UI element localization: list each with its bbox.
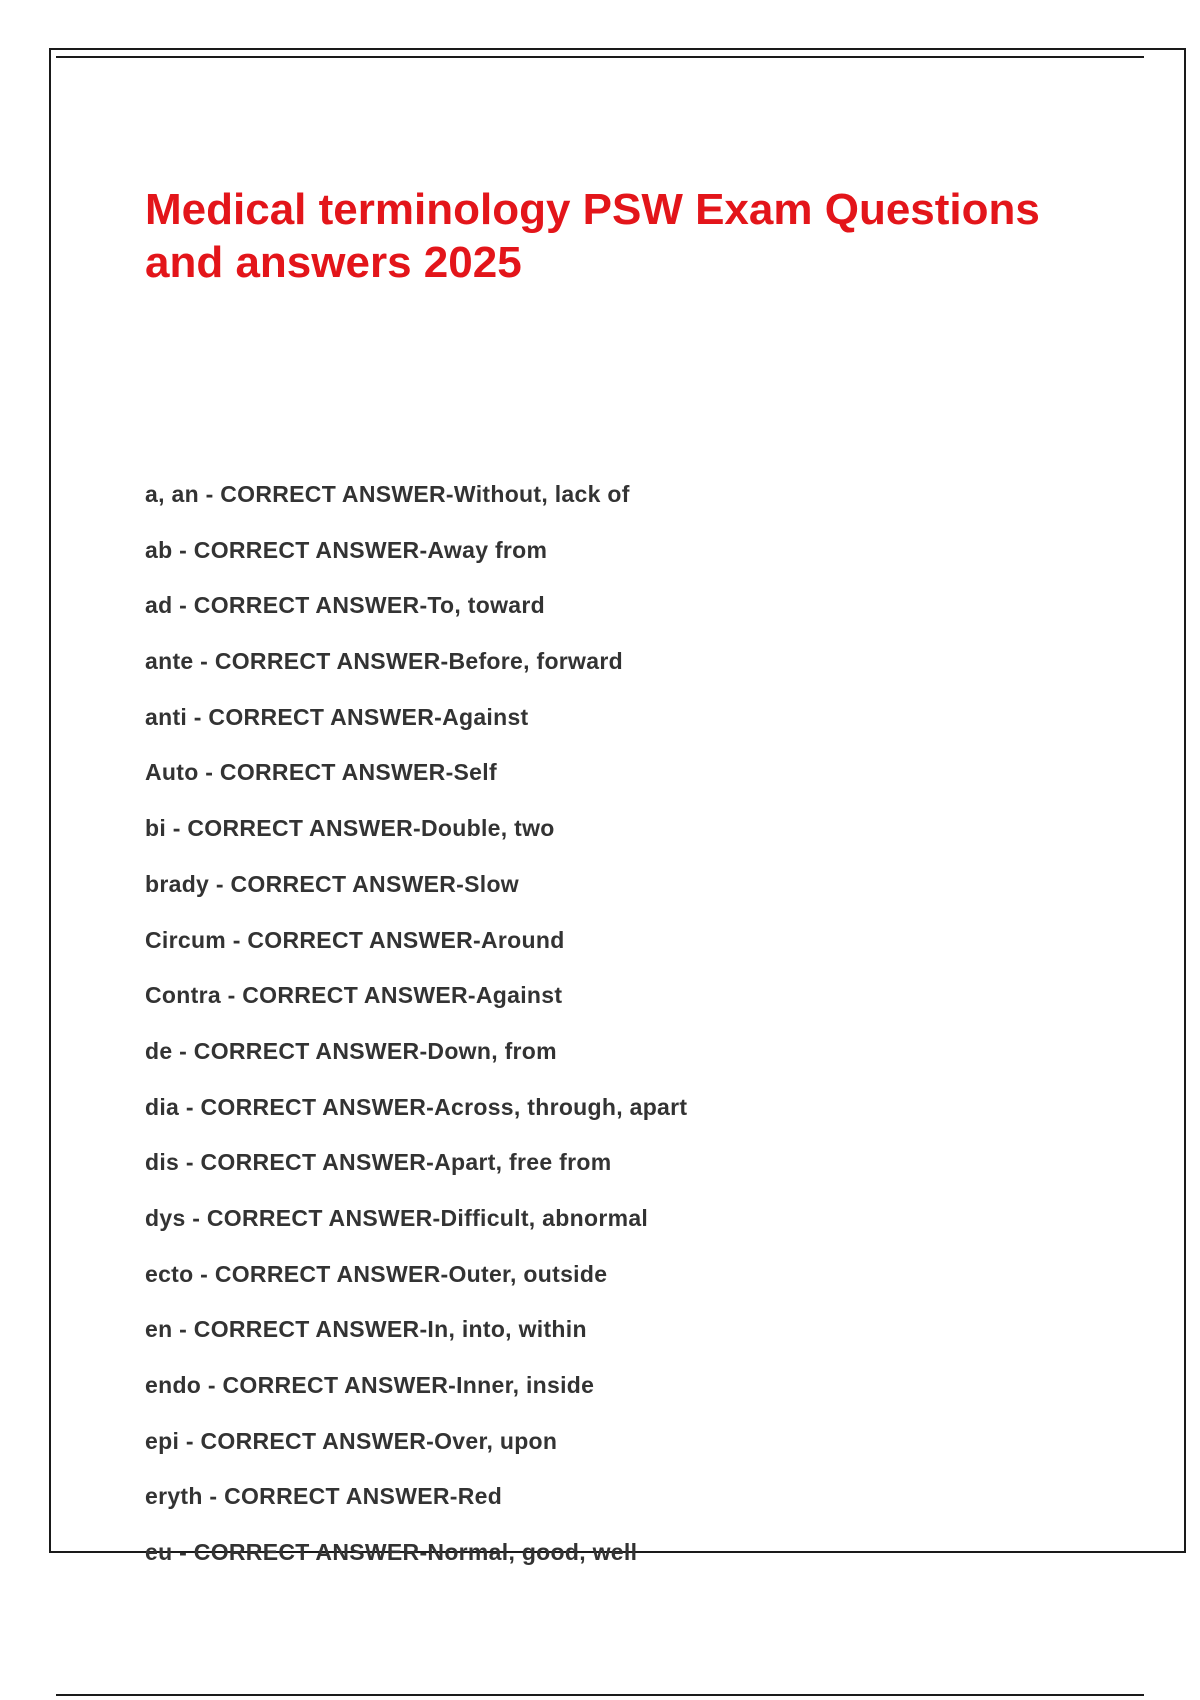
term-entry: epi - CORRECT ANSWER-Over, upon — [145, 1427, 558, 1454]
term-entry: Auto - CORRECT ANSWER-Self — [145, 759, 497, 786]
term-entry: a, an - CORRECT ANSWER-Without, lack of — [145, 481, 630, 507]
document-title: Medical terminology PSW Exam Questions and answers 2025 — [145, 185, 1040, 287]
term-entry: endo - CORRECT ANSWER-Inner, inside — [145, 1372, 595, 1398]
term-entry: dis - CORRECT ANSWER-Apart, free from — [145, 1149, 612, 1176]
term-entry: dia - CORRECT ANSWER-Across, through, apart — [145, 1093, 688, 1120]
term-entry: ante - CORRECT ANSWER-Before, forward — [145, 648, 623, 675]
term-entry: anti - CORRECT ANSWER-Against — [145, 703, 529, 730]
term-list — [145, 476, 1045, 1590]
term-entry: en - CORRECT ANSWER-In, into, within — [145, 1316, 587, 1343]
term-entry: eryth - CORRECT ANSWER-Red — [145, 1483, 503, 1510]
term-entry: dys - CORRECT ANSWER-Difficult, abnormal — [145, 1204, 649, 1231]
term-entry: Contra - CORRECT ANSWER-Against — [145, 982, 563, 1009]
term-entry: brady - CORRECT ANSWER-Slow — [145, 870, 519, 897]
term-entry: eu - CORRECT ANSWER-Normal, good, well — [145, 1539, 638, 1566]
term-entry: ab - CORRECT ANSWER-Away from — [145, 536, 548, 563]
term-entry: Circum - CORRECT ANSWER-Around — [145, 926, 565, 953]
term-entry: ad - CORRECT ANSWER-To, toward — [145, 592, 545, 619]
bottom-rule — [56, 1694, 1144, 1696]
term-entry: de - CORRECT ANSWER-Down, from — [145, 1037, 557, 1064]
term-entry: ecto - CORRECT ANSWER-Outer, outside — [145, 1260, 608, 1287]
term-entry: bi - CORRECT ANSWER-Double, two — [145, 815, 555, 842]
